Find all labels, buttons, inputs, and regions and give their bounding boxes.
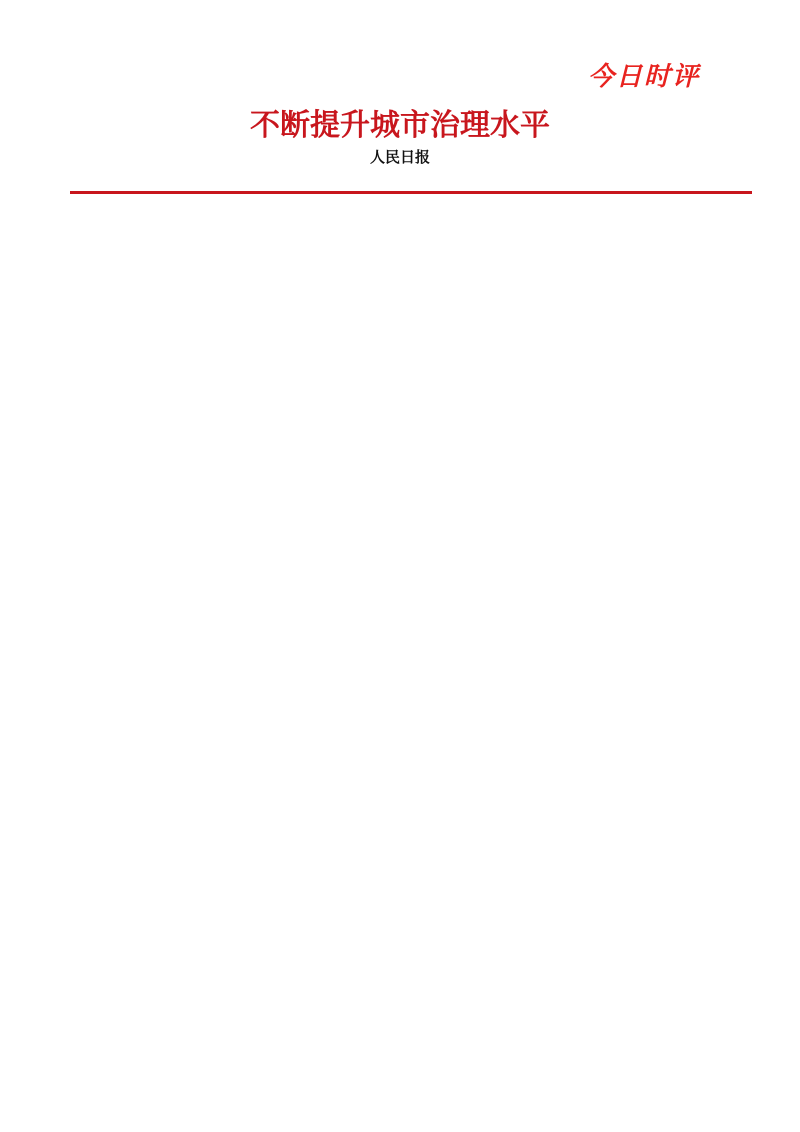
article-source: 人民日报 bbox=[369, 148, 430, 166]
title-divider bbox=[70, 191, 752, 194]
article-title: 不断提升城市治理水平 bbox=[250, 108, 550, 143]
brand-logo: 今日时评 bbox=[588, 62, 701, 92]
